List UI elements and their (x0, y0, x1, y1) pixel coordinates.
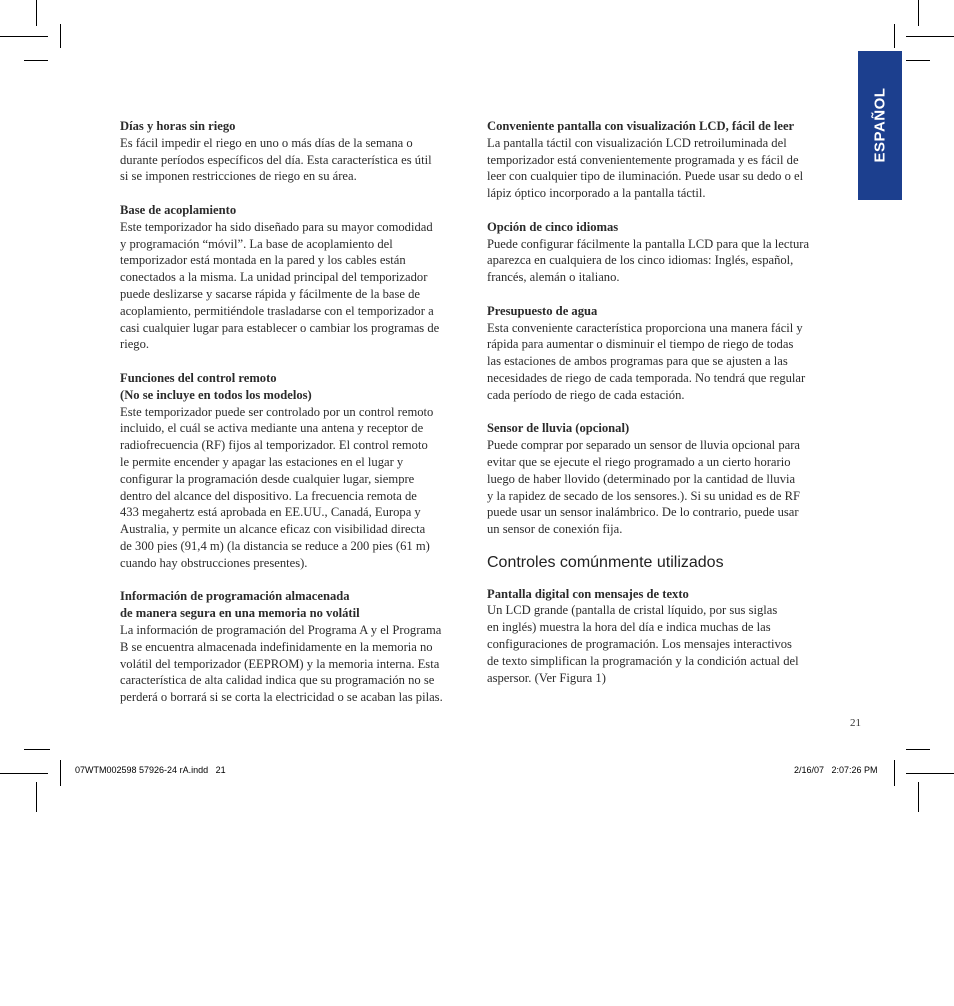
crop-mark (906, 36, 954, 37)
section-title: Sensor de lluvia (opcional) (487, 421, 630, 436)
crop-mark (24, 60, 48, 61)
section-title: Información de programación almacenada de manera segura en una memoria no volátil (120, 589, 360, 621)
language-tab (858, 51, 902, 200)
section-title: Opción de cinco idiomas (487, 219, 619, 234)
section-title: Conveniente pantalla con visualización LCD, fácil de leer (487, 119, 795, 133)
section-heading: Controles comúnmente utilizados (487, 553, 724, 571)
crop-mark (60, 760, 61, 786)
section-docking-base (120, 202, 466, 353)
crop-mark (918, 0, 919, 26)
slug-timestamp: 2/16/07 2:07:26 PM (794, 765, 878, 775)
section-title: Presupuesto de agua (487, 303, 598, 318)
section-five-languages (487, 219, 833, 286)
crop-mark (0, 36, 48, 37)
section-nonvolatile-memory (120, 588, 466, 706)
crop-mark (906, 773, 954, 774)
crop-mark (918, 782, 919, 812)
section-rain-sensor (487, 420, 833, 538)
crop-mark (894, 24, 895, 48)
section-remote-control (120, 370, 466, 572)
section-body: Esta conveniente característica proporciona una manera fácil y rápida para aumentar o disminuir el tiempo de riego de todas las estaciones de ambos programas para que se ajusten a las necesidades de riego de cada temporada. No tendrá que regular cada período de riego de cada estación. (487, 320, 806, 402)
section-body: La información de programación del Programa A y el Programa B se encuentra almacenada indefinidamente en la memoria no volátil del temporizador (EEPROM) y la memoria interna. Esta característica de alta calidad indica que su programación no se perderá o borrará si se corta la electricidad o se acaban las pilas. (120, 622, 443, 705)
section-non-watering-days (120, 118, 466, 185)
crop-mark (36, 782, 37, 812)
crop-mark (36, 0, 37, 26)
section-body: Puede comprar por separado un sensor de lluvia opcional para evitar que se ejecute el riego programado a un cierto horario luego de haber llovido (determinado por la cantidad de lluvia y la rapidez de secado de los sensores.). Si su unidad es de RF puede usar un sensor inalámbrico. De lo contrario, puede usar un sensor de conexión fija. (487, 438, 801, 537)
section-title: Pantalla digital con mensajes de texto (487, 586, 689, 601)
section-lcd-display (487, 118, 833, 202)
language-tab-label: ESPAÑOL (871, 87, 889, 163)
section-title: Días y horas sin riego (120, 119, 236, 133)
crop-mark (0, 773, 48, 774)
crop-mark (906, 60, 930, 61)
crop-mark (894, 760, 895, 786)
section-digital-display (487, 586, 833, 687)
right-column (487, 118, 833, 703)
slug-file-info: 07WTM002598 57926-24 rA.indd 21 (75, 765, 226, 775)
crop-mark (906, 749, 930, 750)
section-water-budget (487, 303, 833, 404)
section-title: Base de acoplamiento (120, 202, 237, 217)
page-number: 21 (850, 717, 861, 729)
section-body: Puede configurar fácilmente la pantalla LCD para que la lectura aparezca en cualquiera de los cinco idiomas: Inglés, español, francés, alemán o italiano. (487, 236, 810, 285)
crop-mark (60, 24, 61, 48)
section-body: La pantalla táctil con visualización LCD retroiluminada del temporizador está convenientemente programada y es fácil de leer con cualquier tipo de iluminación. Puede usar su dedo o el lápiz óptico incorporado a la pantalla táctil. (487, 135, 804, 201)
section-body: Este temporizador ha sido diseñado para su mayor comodidad y programación “móvil”. La base de acoplamiento del temporizador está montada en la pared y los cables están conectados a la misma. La unidad principal del temporizador puede deslizarse y sacarse rápida y fácilmente de la base de acoplamiento, permitiéndole trasladarse con el temporizador a casi cualquier lugar para establecer o cambiar los programas de riego. (120, 219, 440, 352)
section-title: Funciones del control remoto (No se incluye en todos los modelos) (120, 370, 312, 402)
section-body: Es fácil impedir el riego en uno o más días de la semana o durante períodos específicos del día. Esta característica es útil si se imponen restricciones de riego en su área. (120, 135, 432, 184)
left-column (120, 118, 466, 723)
section-body: Este temporizador puede ser controlado por un control remoto incluido, el cuál se activa mediante una antena y receptor de radiofrecuencia (RF) fijos al temporizador. El control remoto le permite encender y apagar las estaciones en el lugar y configurar la programación desde cualquier lugar, siempre dentro del alcance del dispositivo. La frecuencia remota de 433 megahertz está aprobada en EE.UU., Canadá, Europa y Australia, y permite un alcance eficaz con visibilidad directa de 300 pies (91,4 m) (la distancia se reduce a 200 pies (61 m) cuando hay obstrucciones presentes). (120, 404, 434, 570)
crop-mark (24, 749, 50, 750)
section-body: Un LCD grande (pantalla de cristal líquido, por sus siglas en inglés) muestra la hora del día e indica muchas de las configuraciones de programación. Los mensajes interactivos de texto simplifican la programación y la condición actual del aspersor. (Ver Figura 1) (487, 603, 799, 685)
